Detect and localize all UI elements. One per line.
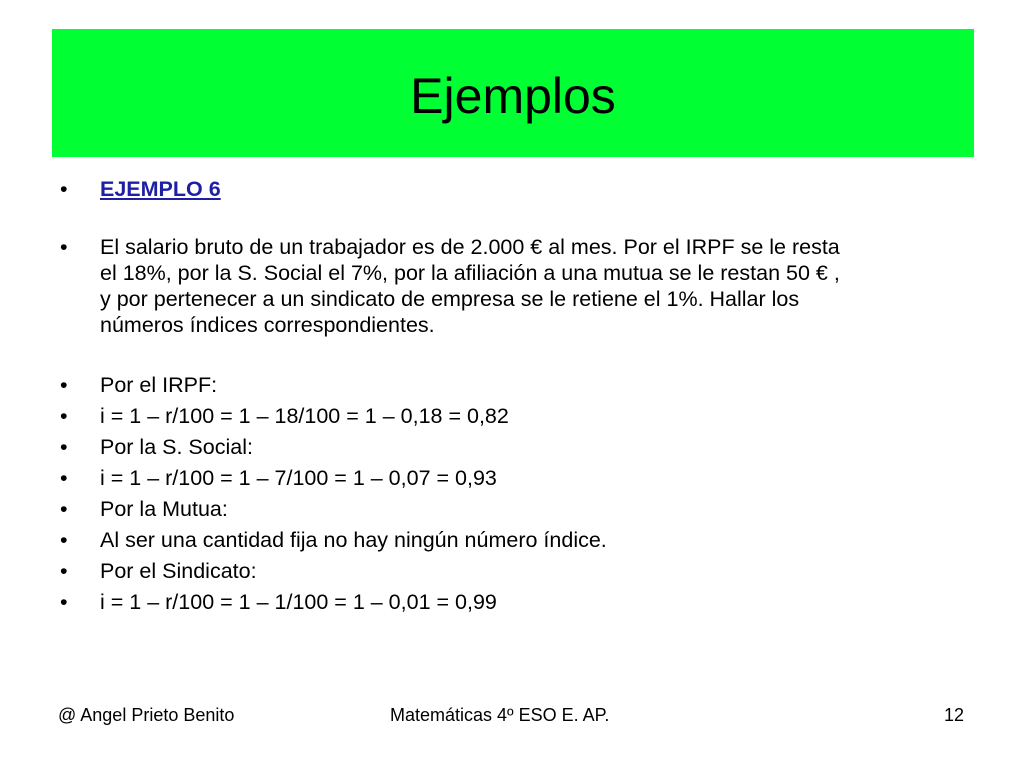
problem-text [100,234,988,338]
list-item [58,527,988,553]
item-text: Por la S. Social: [100,435,253,459]
item-text: i = 1 – r/100 = 1 – 1/100 = 1 – 0,01 = 0,99 [100,590,497,614]
list-item [58,434,988,460]
problem-line: El salario bruto de un trabajador es de 2.000 € al mes. Por el IRPF se le resta [100,235,840,259]
bullet-icon: • [60,235,68,259]
problem-line: y por pertenecer a un sindicato de empresa se le retiene el 1%. Hallar los [100,287,800,311]
bullet-icon: • [60,559,68,583]
item-text: Por la Mutua: [100,497,228,521]
bullet-icon: • [60,404,68,428]
list-item [58,403,988,429]
list-item [58,558,988,584]
list-item [58,465,988,491]
title-bar [52,29,974,157]
list-item [58,372,988,398]
problem-statement [58,234,988,338]
bullet-icon: • [60,590,68,614]
bullet-icon: • [60,528,68,552]
item-text: i = 1 – r/100 = 1 – 18/100 = 1 – 0,18 = 0,82 [100,404,509,428]
heading-bullet [58,176,988,202]
footer-author: @ Angel Prieto Benito [58,705,235,725]
bullet-icon: • [60,466,68,490]
bullet-icon: • [60,177,68,201]
slide-title: Ejemplos [410,68,616,124]
item-text: Al ser una cantidad fija no hay ningún número índice. [100,528,607,552]
item-text: Por el IRPF: [100,373,218,397]
list-item [58,589,988,615]
list-item [58,496,988,522]
bullet-icon: • [60,435,68,459]
problem-line: el 18%, por la S. Social el 7%, por la afiliación a una mutua se le restan 50 € , [100,261,840,285]
problem-line: números índices correspondientes. [100,313,435,337]
slide-body [58,172,988,615]
example-heading: EJEMPLO 6 [100,177,221,201]
footer-course: Matemáticas 4º ESO E. AP. [390,705,610,725]
bullet-icon: • [60,497,68,521]
item-text: i = 1 – r/100 = 1 – 7/100 = 1 – 0,07 = 0,93 [100,466,497,490]
item-text: Por el Sindicato: [100,559,257,583]
footer-page-number: 12 [943,705,964,725]
bullet-icon: • [60,373,68,397]
